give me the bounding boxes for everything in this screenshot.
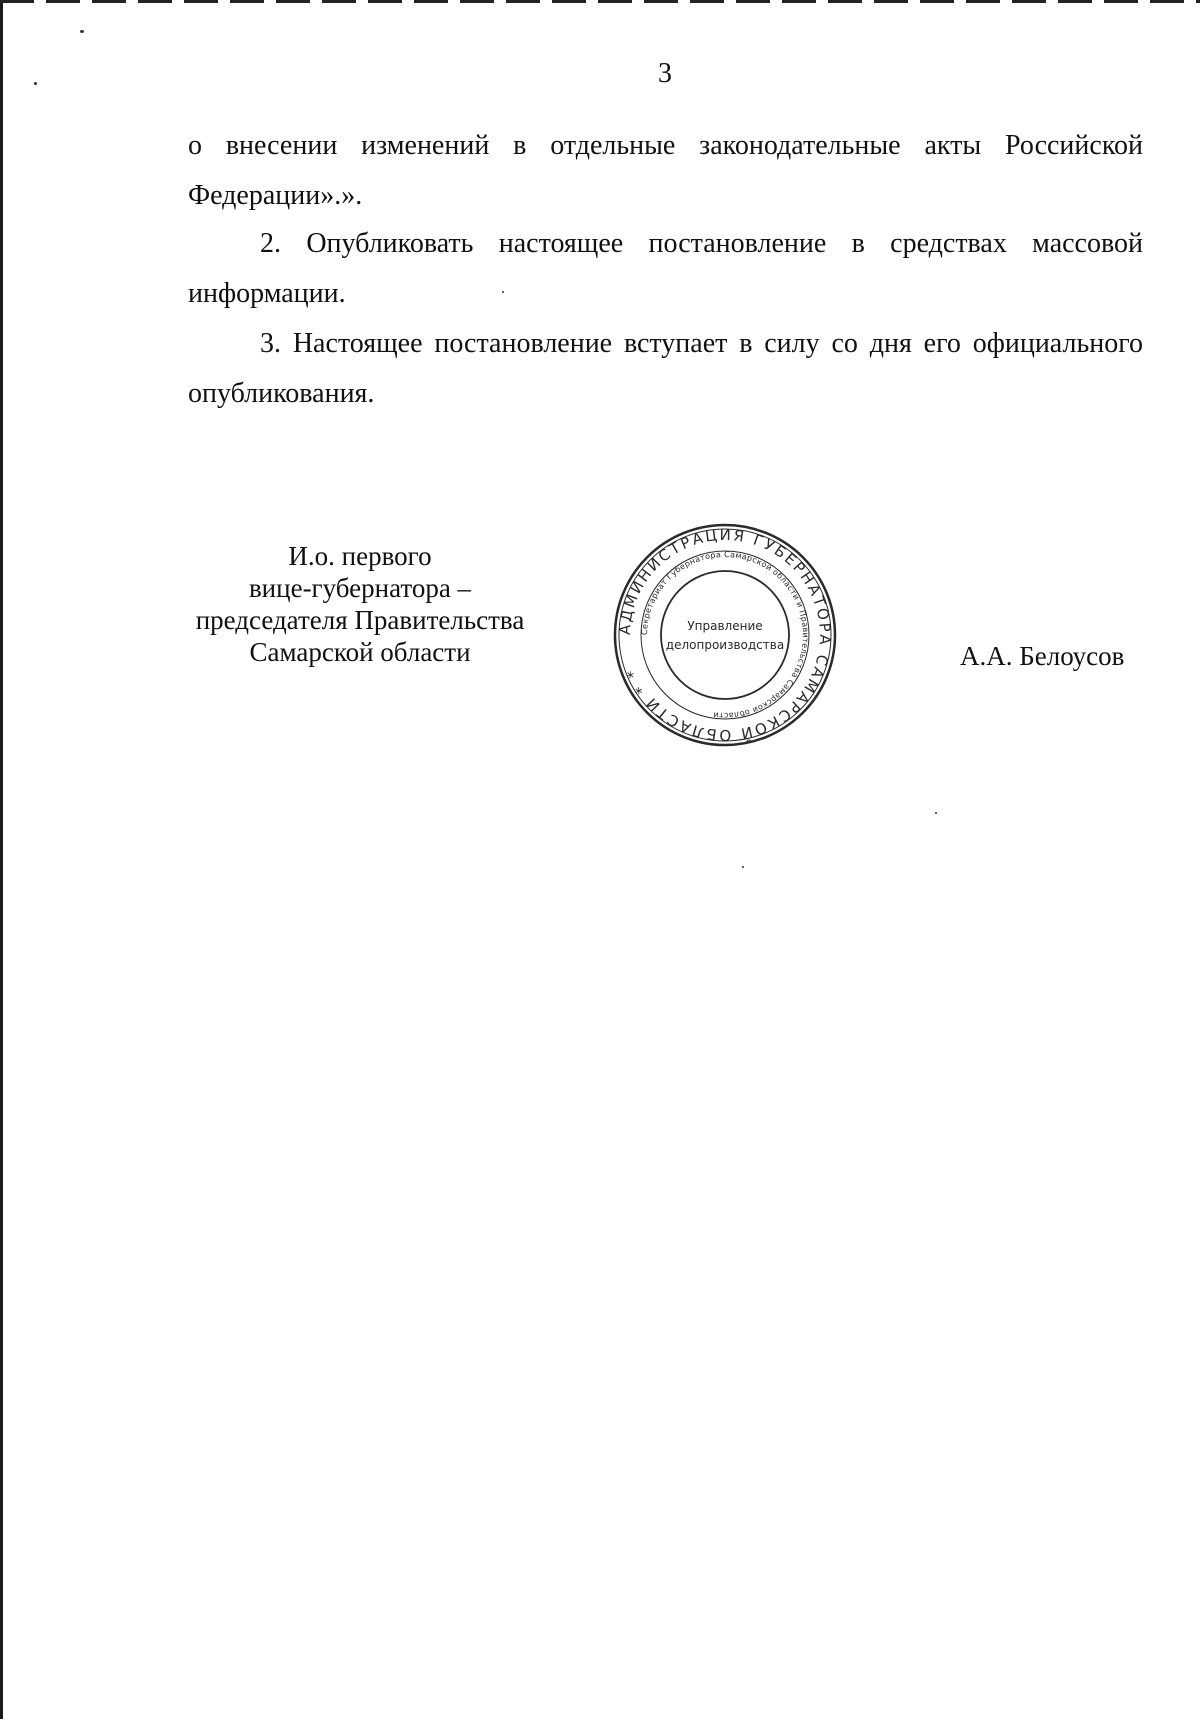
page-number: 3 [658, 58, 672, 89]
stamp-outer-text: АДМИНИСТРАЦИЯ ГУБЕРНАТОРА САМАРСКОЙ ОБЛАСТИ * * [615, 525, 835, 745]
paragraph-continuation [188, 121, 1143, 221]
position-line: председателя Правительства [195, 605, 525, 635]
scan-edge-left [0, 0, 3, 1719]
paragraph-line: информации. [188, 278, 346, 309]
paragraph-line: 2. Опубликовать настоящее постановление в средствах массовой [260, 228, 1143, 259]
position-line: И.о. первого [288, 541, 432, 571]
paragraph-line: опубликования. [188, 378, 375, 409]
paragraph-line: о внесении изменений в отдельные законодательные акты Российской [188, 130, 1143, 161]
position-line: вице-губернатора – [248, 573, 472, 603]
paragraph-item-2 [188, 219, 1143, 319]
stamp-inner-ring [661, 571, 789, 699]
official-stamp [612, 522, 838, 748]
paragraph-line: Федерации».». [188, 180, 363, 211]
paragraph-line: 3. Настоящее постановление вступает в силу со дня его официального [260, 328, 1143, 359]
signatory-name: А.А. Белоусов [960, 641, 1125, 671]
scan-speck [742, 866, 744, 868]
paragraph-item-3 [188, 319, 1143, 419]
signatory-position [160, 540, 560, 668]
scan-edge-top [0, 0, 1200, 3]
stamp-center-line: делопроизводства [665, 638, 785, 652]
stamp-inner-ring-text: Секретариат Губернатора Самарской области и Правительства Самарской области [639, 549, 811, 721]
position-line: Самарской области [249, 637, 471, 667]
scan-speck [935, 812, 937, 814]
scan-speck [80, 30, 84, 33]
stamp-center-line: Управление [687, 619, 763, 633]
